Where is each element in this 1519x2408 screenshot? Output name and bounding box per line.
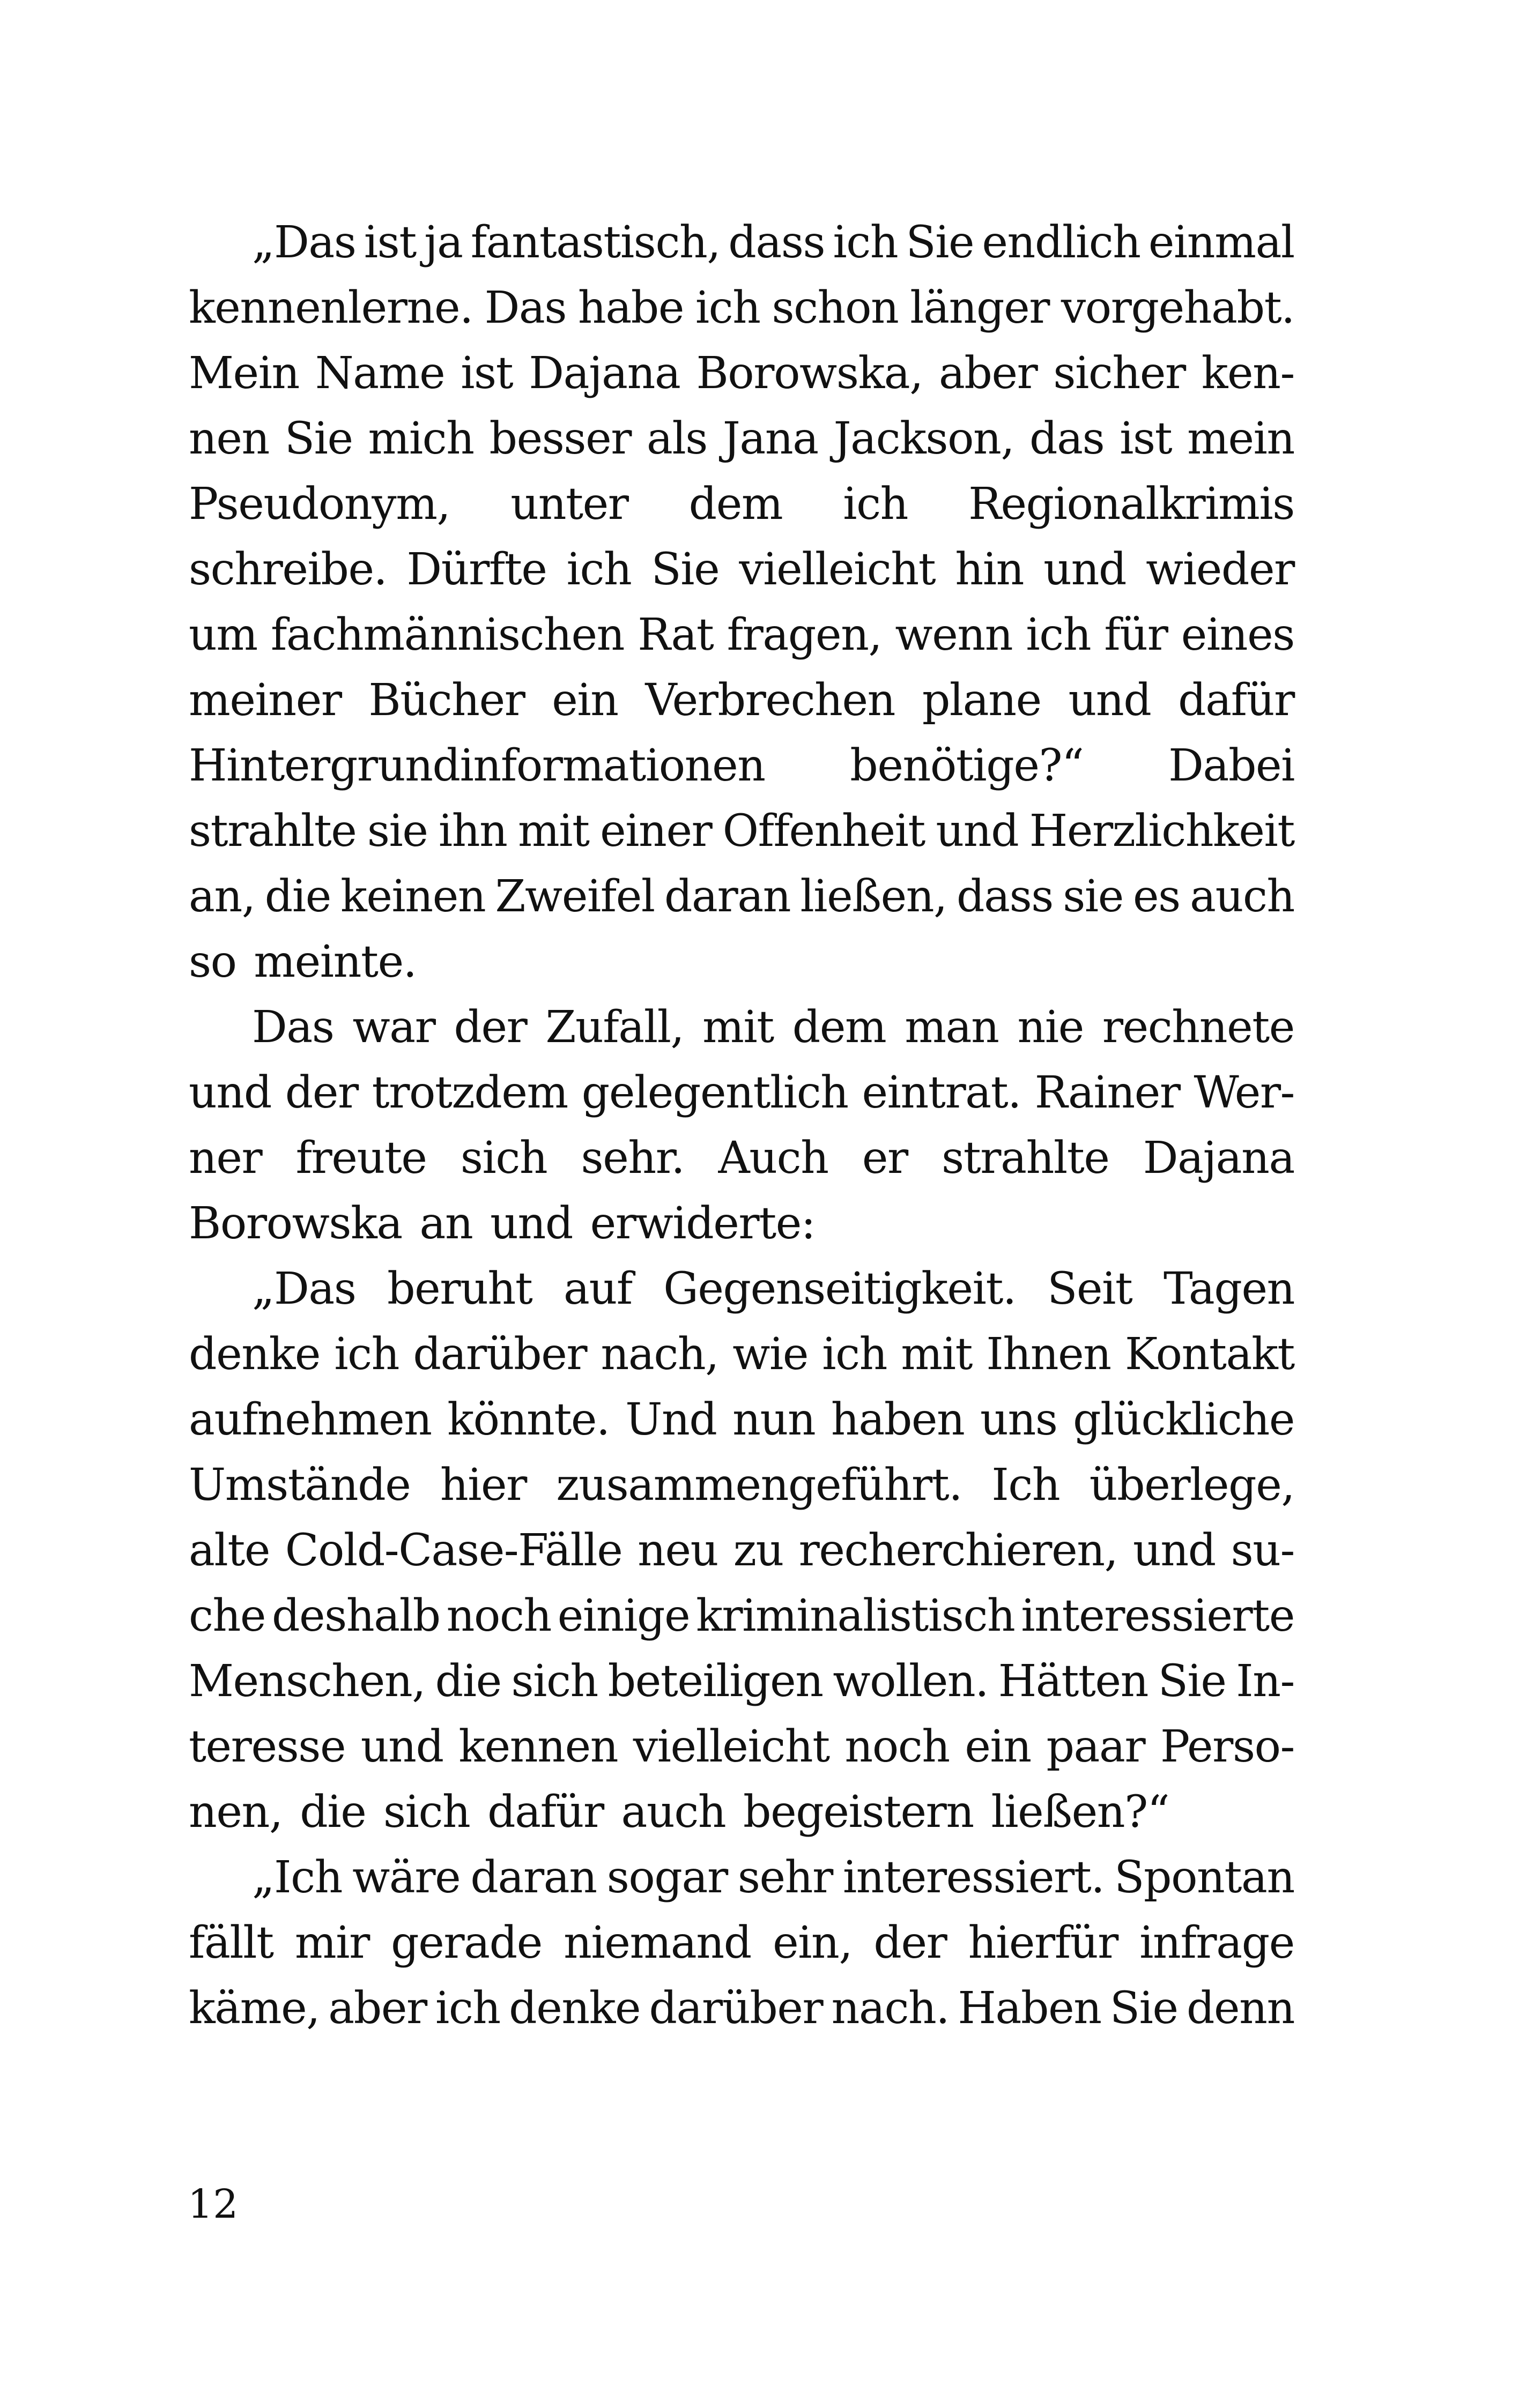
word: ist <box>1120 413 1172 464</box>
word: glückliche <box>1073 1394 1294 1445</box>
word: und <box>1132 1525 1216 1576</box>
word: Zweifel <box>495 871 655 922</box>
word: und <box>189 1067 271 1118</box>
text-line <box>189 1518 1294 1584</box>
word: fantastisch, <box>470 217 721 268</box>
word: ein, <box>773 1918 853 1968</box>
text-line <box>189 1649 1294 1714</box>
word: zu <box>733 1525 783 1576</box>
word: Umstände <box>189 1460 411 1511</box>
word: kriminalistisch <box>696 1591 1015 1641</box>
word: ken- <box>1201 348 1294 399</box>
word: beteiligen <box>607 1656 823 1707</box>
word: Jana <box>722 413 818 464</box>
word: auf <box>563 1264 632 1314</box>
word: gelegentlich <box>581 1067 848 1118</box>
word: mein <box>1187 413 1294 464</box>
word: Dabei <box>1168 740 1294 791</box>
word: dass <box>957 871 1053 922</box>
word: Dajana <box>529 348 680 399</box>
word: Cold-Case-Fälle <box>285 1525 623 1576</box>
word: Dajana <box>1143 1133 1294 1184</box>
word: kennenlerne. <box>189 283 473 333</box>
word: interessierte <box>1021 1591 1294 1641</box>
word: Das <box>484 283 567 333</box>
word: dass <box>728 217 825 268</box>
word: einmal <box>1148 217 1294 268</box>
word: haben <box>831 1394 965 1445</box>
word: es <box>1133 871 1180 922</box>
word: fragen, <box>727 610 882 660</box>
word: alte <box>189 1525 270 1576</box>
word: schreibe. <box>189 544 387 595</box>
word: ließen, <box>800 871 947 922</box>
word: und <box>360 1721 443 1772</box>
word: hin <box>955 544 1024 595</box>
word: rechnete <box>1102 1002 1294 1053</box>
word: Gegenseitigkeit. <box>663 1264 1016 1314</box>
word: und <box>1068 675 1151 726</box>
text-line <box>189 1257 1294 1322</box>
text-line <box>189 341 1294 406</box>
word: Mein <box>189 348 299 399</box>
word: neu <box>638 1525 718 1576</box>
word: eintrat. <box>862 1067 1021 1118</box>
word: denke <box>509 1983 641 2034</box>
word: ihn <box>438 806 507 857</box>
word: hierfür <box>968 1918 1118 1968</box>
word: infrage <box>1139 1918 1294 1968</box>
word: überlege, <box>1089 1460 1294 1511</box>
word: In- <box>1236 1656 1294 1707</box>
word: denn <box>1186 1983 1294 2034</box>
text-line <box>189 799 1294 864</box>
word: Jackson, <box>833 413 1014 464</box>
word: aber <box>938 348 1038 399</box>
word: nach, <box>601 1329 718 1380</box>
word: niemand <box>564 1918 751 1968</box>
word: Hintergrundinformationen <box>189 740 765 791</box>
word: Und <box>625 1394 717 1445</box>
text-line <box>189 1387 1294 1453</box>
word: für <box>1104 610 1168 660</box>
word: und <box>1043 544 1127 595</box>
word: meiner <box>189 675 342 726</box>
word: mich <box>368 413 474 464</box>
word: nun <box>732 1394 816 1445</box>
word: sehr <box>737 1852 833 1903</box>
word: daran <box>664 871 791 922</box>
word: kennen <box>458 1721 618 1772</box>
text-line <box>189 1060 1294 1126</box>
word: Herzlichkeit <box>1029 806 1294 857</box>
word: Dürfte <box>406 544 547 595</box>
word: an, <box>189 871 255 922</box>
word: Pseudonym, <box>189 479 450 530</box>
word: sich <box>460 1133 547 1184</box>
text-line: so meinte. <box>189 937 417 987</box>
word: Sie <box>284 413 353 464</box>
word: Regionalkrimis <box>968 479 1294 530</box>
word: zusammengeführt. <box>556 1460 962 1511</box>
word: einer <box>600 806 712 857</box>
word: die <box>435 1656 501 1707</box>
word: trotzdem <box>372 1067 568 1118</box>
word: Name <box>315 348 445 399</box>
word: ich <box>566 544 632 595</box>
word: ner <box>189 1133 262 1184</box>
word: paar <box>1046 1721 1145 1772</box>
text-line <box>189 603 1294 668</box>
word: Zufall, <box>545 1002 684 1053</box>
text-line <box>189 1453 1294 1518</box>
text-line <box>189 210 1294 276</box>
word: Seit <box>1047 1264 1132 1314</box>
word: freute <box>295 1133 427 1184</box>
word: ich <box>833 217 898 268</box>
word: fachmännischen <box>270 610 625 660</box>
word: Bücher <box>368 675 525 726</box>
word: sich <box>511 1656 598 1707</box>
word: dafür <box>1178 675 1294 726</box>
word: denke <box>189 1329 321 1380</box>
word: sie <box>367 806 428 857</box>
word: Rainer <box>1034 1067 1180 1118</box>
word: deshalb <box>271 1591 440 1641</box>
word: hier <box>440 1460 527 1511</box>
word: Tagen <box>1163 1264 1294 1314</box>
text-line <box>189 1322 1294 1387</box>
word: ich <box>843 479 908 530</box>
text-line: Borowska an und erwiderte: <box>189 1198 816 1249</box>
text-line <box>189 1714 1294 1780</box>
word: unter <box>510 479 628 530</box>
text-line <box>189 1126 1294 1191</box>
word: man <box>905 1002 999 1053</box>
word: sogar <box>606 1852 728 1903</box>
text-line: nen, die sich dafür auch begeistern ließen?“ <box>189 1787 1169 1838</box>
word: könnte. <box>447 1394 610 1445</box>
word: nie <box>1017 1002 1084 1053</box>
word: Perso- <box>1160 1721 1294 1772</box>
word: ich <box>334 1329 399 1380</box>
word: mit <box>901 1329 973 1380</box>
word: plane <box>922 675 1041 726</box>
word: Das <box>252 1002 334 1053</box>
word: einige <box>557 1591 690 1641</box>
word: der <box>873 1918 947 1968</box>
word: dem <box>792 1002 886 1053</box>
word: und <box>936 806 1019 857</box>
word: nach. <box>831 1983 950 2034</box>
word: Kontakt <box>1125 1329 1294 1380</box>
word: endlich <box>982 217 1140 268</box>
word: noch <box>446 1591 551 1641</box>
word: nen <box>189 413 269 464</box>
word: wäre <box>352 1852 461 1903</box>
word: teresse <box>189 1721 346 1772</box>
text-line <box>189 406 1294 472</box>
word: das <box>1029 413 1105 464</box>
text-line <box>189 537 1294 603</box>
word: Spontan <box>1114 1852 1294 1903</box>
word: su- <box>1231 1525 1294 1576</box>
word: gerade <box>391 1918 542 1968</box>
word: fällt <box>189 1918 273 1968</box>
word: beruht <box>387 1264 532 1314</box>
word: käme, <box>189 1983 320 2034</box>
word: Sie <box>1109 1983 1178 2034</box>
word: darüber <box>649 1983 823 2034</box>
text-line <box>189 1976 1294 2041</box>
word: benötige?“ <box>850 740 1084 791</box>
word: wollen. <box>833 1656 989 1707</box>
word: „Das <box>252 1264 356 1314</box>
word: der <box>454 1002 527 1053</box>
word: er <box>862 1133 908 1184</box>
word: ja <box>424 217 463 268</box>
word: strahlte <box>189 806 357 857</box>
text-line <box>189 864 1294 930</box>
word: besser <box>489 413 632 464</box>
word: uns <box>980 1394 1057 1445</box>
word: vorgehabt. <box>1061 283 1294 333</box>
word: noch <box>844 1721 950 1772</box>
word: interessiert. <box>842 1852 1105 1903</box>
word: che <box>189 1591 266 1641</box>
text-line <box>189 472 1294 537</box>
word: recherchieren, <box>798 1525 1118 1576</box>
word: Sie <box>1158 1656 1226 1707</box>
word: Borowska, <box>696 348 923 399</box>
word: mit <box>517 806 589 857</box>
word: vielleicht <box>633 1721 829 1772</box>
word: ich <box>695 283 760 333</box>
word: aber <box>328 1983 427 2034</box>
word: Offenheit <box>722 806 925 857</box>
word: Sie <box>906 217 974 268</box>
word: ich <box>822 1329 887 1380</box>
text-line <box>189 1584 1294 1649</box>
word: Ich <box>991 1460 1060 1511</box>
word: Haben <box>958 1983 1101 2034</box>
word: Auch <box>718 1133 828 1184</box>
word: vielleicht <box>739 544 936 595</box>
word: habe <box>577 283 684 333</box>
word: Verbrechen <box>645 675 895 726</box>
word: um <box>189 610 257 660</box>
word: als <box>646 413 707 464</box>
word: wieder <box>1146 544 1294 595</box>
word: Rat <box>638 610 714 660</box>
word: schon <box>772 283 899 333</box>
word: wenn <box>895 610 1013 660</box>
word: ein <box>552 675 618 726</box>
text-line <box>189 1911 1294 1976</box>
word: ist <box>364 217 416 268</box>
word: ich <box>1026 610 1091 660</box>
word: dem <box>688 479 783 530</box>
word: keinen <box>340 871 486 922</box>
text-line <box>189 995 1294 1060</box>
page-number: 12 <box>188 2181 239 2227</box>
word: wie <box>732 1329 809 1380</box>
word: war <box>352 1002 435 1053</box>
word: strahlte <box>942 1133 1109 1184</box>
word: Wer- <box>1194 1067 1294 1118</box>
text-line <box>189 276 1294 341</box>
word: mit <box>702 1002 774 1053</box>
word: ich <box>435 1983 500 2034</box>
word: Hätten <box>998 1656 1148 1707</box>
word: „Das <box>252 217 356 268</box>
word: „Ich <box>252 1852 343 1903</box>
word: darüber <box>413 1329 587 1380</box>
word: daran <box>470 1852 597 1903</box>
word: sie <box>1063 871 1123 922</box>
word: ein <box>965 1721 1031 1772</box>
body-text <box>189 210 1294 2041</box>
word: Menschen, <box>189 1656 425 1707</box>
word: Sie <box>651 544 720 595</box>
text-line <box>189 668 1294 733</box>
word: mir <box>294 1918 369 1968</box>
word: auch <box>1190 871 1294 922</box>
word: aufnehmen <box>189 1394 432 1445</box>
word: Ihnen <box>986 1329 1111 1380</box>
text-line <box>189 733 1294 799</box>
word: die <box>264 871 331 922</box>
word: länger <box>910 283 1050 333</box>
text-line <box>189 1845 1294 1911</box>
word: ist <box>461 348 513 399</box>
word: sehr. <box>581 1133 685 1184</box>
word: eines <box>1181 610 1294 660</box>
word: sicher <box>1053 348 1185 399</box>
word: der <box>285 1067 358 1118</box>
